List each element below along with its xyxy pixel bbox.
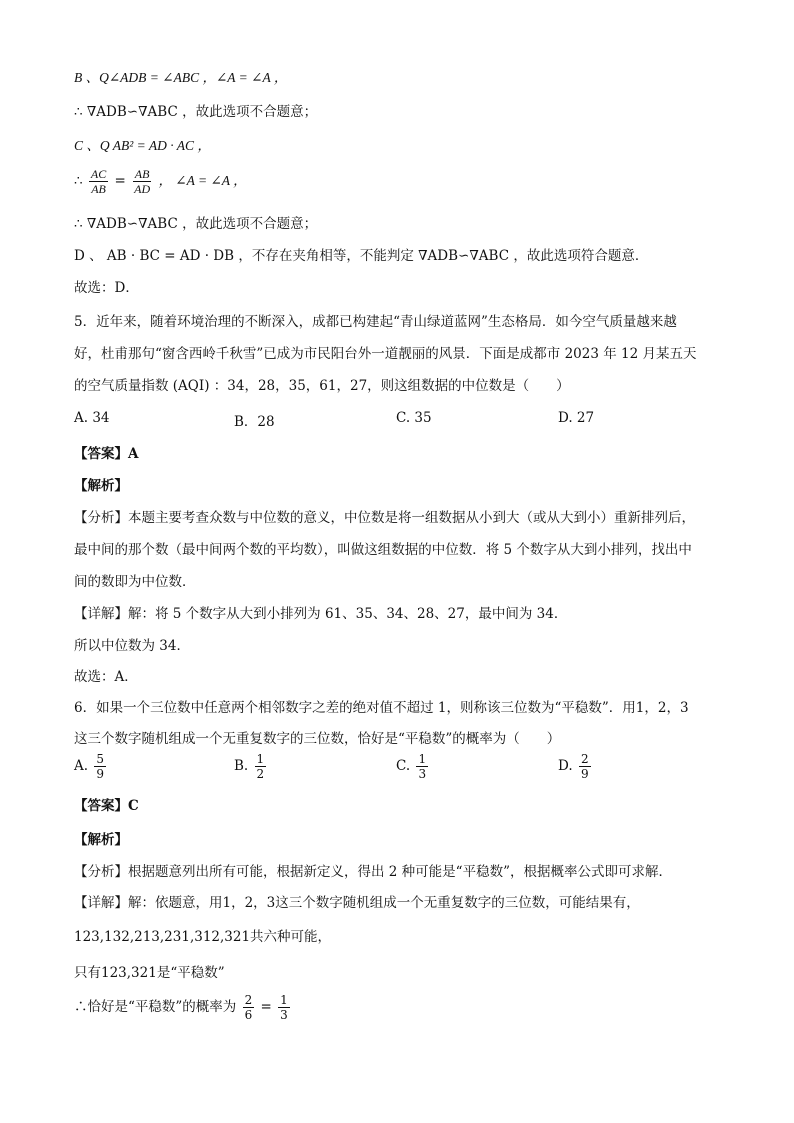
option-label: B.	[234, 758, 249, 774]
q6-option-c	[396, 752, 430, 781]
q5-option-b: B．28	[234, 414, 275, 430]
fraction-denominator: 9	[96, 767, 104, 781]
fraction-two-sixths	[243, 993, 255, 1022]
fraction-numerator: 5	[96, 752, 104, 766]
q5-stem-line-1: 5．近年来，随着环境治理的不断深入，成都已构建起“青山绿道蓝网”生态格局．如今空气质量越来越	[74, 314, 677, 330]
q5-stem-line-3: 的空气质量指数 (AQI) ：34，28，35，61，27，则这组数据的中位数是（ ）	[74, 378, 570, 394]
q5-choose: 故选：A．	[74, 669, 138, 685]
fraction-numerator: 2	[580, 752, 589, 766]
q5-analysis-heading: 【解析】	[74, 478, 128, 494]
proof-conclusion-b: ∴ ∇ADB∽∇ABC ，故此选项不合题意；	[74, 104, 318, 120]
proof-line-c: C 、Q AB² = AD · AC ，	[74, 138, 211, 153]
fraction-numerator: 2	[244, 993, 253, 1007]
q6-option-a	[74, 752, 108, 781]
fraction-numerator: 1	[256, 752, 265, 766]
fraction-one-third	[278, 993, 290, 1022]
q5-option-d: D. 27	[558, 410, 595, 426]
fraction-numerator: 1	[280, 993, 288, 1007]
fraction-denominator: AB	[91, 182, 106, 196]
q6-option-b	[234, 752, 268, 781]
fraction-denominator: 6	[244, 1008, 253, 1022]
fraction-denominator: 2	[256, 767, 265, 781]
q6-stem-line-1: 6．如果一个三位数中任意两个相邻数字之差的绝对值不超过 1，则称该三位数为“平稳数”．用1，2，3	[74, 700, 689, 716]
option-fraction	[94, 752, 106, 781]
fraction-numerator: AC	[90, 167, 107, 181]
q5-option-c: C. 35	[396, 410, 432, 426]
therefore-symbol: ∴	[74, 173, 83, 189]
q5-option-a: A. 34	[74, 410, 110, 426]
option-label: A.	[74, 758, 89, 774]
option-fraction	[416, 752, 428, 781]
option-fraction	[255, 752, 267, 781]
option-fraction	[579, 752, 591, 781]
proof-choose: 故选：D．	[74, 280, 139, 296]
fraction-ac-ab	[89, 167, 108, 196]
equals-sign: =	[114, 173, 126, 189]
proof-conclusion-c: ∴ ∇ADB∽∇ABC ，故此选项不合题意；	[74, 216, 318, 232]
fraction-denominator: 9	[580, 767, 589, 781]
q5-fenxi-line-1: 【分析】本题主要考查众数与中位数的意义，中位数是将一组数据从小到大（或从大到小）重新排列后，	[74, 510, 695, 526]
proof-line-b: B 、Q∠ADB = ∠ABC ，∠A = ∠A ，	[74, 70, 288, 85]
fraction-denominator: 3	[280, 1008, 288, 1022]
q5-answer: 【答案】A	[74, 446, 139, 462]
final-statement: ∴恰好是“平稳数”的概率为	[74, 999, 237, 1015]
q5-so: 所以中位数为 34．	[74, 638, 190, 654]
q6-results: 123,132,213,231,312,321共六种可能，	[74, 929, 332, 945]
q5-detail: 【详解】解：将 5 个数字从大到小排列为 61、35、34、28、27，最中间为 34．	[74, 606, 568, 622]
fraction-ab-ad	[132, 167, 152, 196]
q5-fenxi-line-2: 最中间的那个数（最中间两个数的平均数），叫做这组数据的中位数．将 5 个数字从大到小排列，找出中	[74, 542, 692, 558]
q6-fenxi: 【分析】根据题意列出所有可能，根据新定义，得出 2 种可能是“平稳数”，根据概率公式即可求解．	[74, 864, 672, 880]
angle-equality: ， ∠A = ∠A ，	[158, 173, 247, 188]
q5-fenxi-line-3: 间的数即为中位数．	[74, 574, 196, 590]
q6-final	[74, 993, 292, 1022]
proof-line-d: D 、 AB · BC = AD · DB ，不存在夹角相等，不能判定 ∇ADB∽∇ABC ，故此选项符合题意．	[74, 248, 649, 264]
equals-sign: =	[260, 999, 272, 1015]
option-label: D.	[558, 758, 573, 774]
fraction-numerator: 1	[418, 752, 427, 766]
proof-fraction-line-c	[74, 167, 247, 196]
option-label: C.	[396, 758, 411, 774]
fraction-numerator: AB	[134, 167, 150, 181]
q6-analysis-heading: 【解析】	[74, 832, 128, 848]
q6-answer: 【答案】C	[74, 798, 139, 814]
q6-only: 只有123,321是“平稳数”	[74, 965, 225, 981]
q6-option-d	[558, 752, 593, 781]
q6-detail: 【详解】解：依题意，用1，2，3这三个数字随机组成一个无重复数字的三位数，可能结果有，	[74, 895, 640, 911]
q5-stem-line-2: 好，杜甫那句“窗含西岭千秋雪”已成为市民阳台外一道靓丽的风景．下面是成都市 2023 年 12 月某五天	[74, 346, 697, 362]
fraction-denominator: AD	[134, 182, 151, 196]
q6-stem-line-2: 这三个数字随机组成一个无重复数字的三位数，恰好是“平稳数”的概率为（ ）	[74, 731, 561, 747]
fraction-denominator: 3	[418, 767, 427, 781]
